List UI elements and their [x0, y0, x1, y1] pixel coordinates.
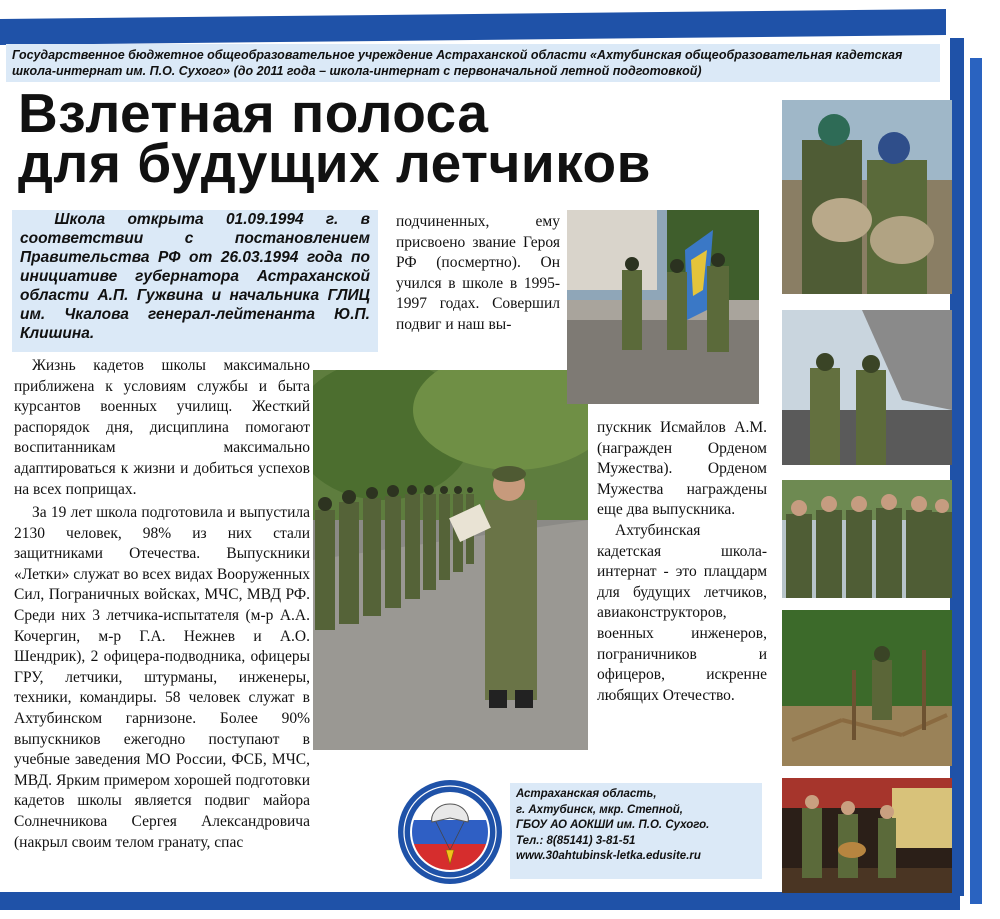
photo-salute-memorial	[782, 310, 952, 465]
contact-region: Астраханская область,	[516, 788, 657, 800]
photo-obstacle-course	[782, 610, 952, 766]
school-emblem-logo	[396, 778, 504, 886]
article-paragraph-5: Ахтубинская кадетская школа-интернат - это плацдарм для будущих летчиков, авиаконструкторов, военных инженеров, пограничников и офицеров, искренне любящих Отечество.	[597, 521, 767, 704]
article-title-line-2: для будущих летчиков	[18, 132, 651, 194]
article-paragraph-2: За 19 лет школа подготовила и выпустила 2130 человек, 98% из них стали защитниками Отечества. Выпускники «Летки» служат во всех видах Вооруженных Сил, Пограничных войсках, МЧС, МВД РФ. Среди них 3 летчика-испытателя (м-р А.А. Кочергин, м-р Г.А. Нежнев и А.О. Шендрик), 2 офицера-подводника, офицеры ГРУ, летчики, штурманы, инженеры, техники, командиры. 58 человек служат в Ахтубинском гарнизоне. Более 90% выпускников ежегодно поступают в учебные заведения МО России, ФСБ, МЧС, МВД. Ярким примером хорошей подготовки кадетов школы является подвиг майора Солнечникова Сергея Александровича (накрыл своим телом гранату, спас	[14, 504, 310, 851]
photo-stage-concert	[782, 778, 952, 893]
article-column-left	[14, 356, 310, 500]
article-title	[18, 82, 778, 194]
article-paragraph-1: Жизнь кадетов школы максимально приближена к условиям службы и быта курсантов военных училищ. Жесткий распорядок дня, дисциплина помогают воспитанникам максимально адаптироваться к жизни и добиться успехов на всех поприщах.	[14, 357, 310, 498]
contact-info-box	[510, 783, 762, 879]
photo-flag-parade	[567, 210, 759, 404]
article-column-right	[597, 418, 767, 706]
article-paragraph-3: подчиненных, ему присвоено звание Героя РФ (посмертно). Он учился в школе в 1995-1997 годах. Совершил подвиг и наш вы-	[396, 213, 560, 333]
contact-website-link[interactable]: www.30ahtubinsk-letka.edusite.ru	[516, 850, 701, 862]
article-column-middle	[396, 212, 560, 336]
decorative-blue-bar-top	[0, 9, 946, 45]
contact-school-name: ГБОУ АО АОКШИ им. П.О. Сухого.	[516, 819, 710, 831]
decorative-blue-bar-bottom	[0, 892, 960, 910]
contact-phone: Тел.: 8(85141) 3-81-51	[516, 834, 636, 847]
article-paragraph-4: пускник Исмайлов А.М. (награжден Орденом Мужества). Орденом Мужества награждены еще два выпускника.	[597, 419, 767, 519]
photo-pilots-helmets	[782, 100, 952, 294]
decorative-blue-bar-right-2	[970, 58, 982, 904]
photo-cadet-formation	[782, 480, 952, 598]
contact-city-address: г. Ахтубинск, мкр. Степной,	[516, 803, 683, 816]
decorative-blue-bar-right-1	[950, 38, 964, 896]
institution-header: Государственное бюджетное общеобразовательное учреждение Астраханской области «Ахтубинская общеобразовательная кадетская школа-интернат им. П.О. Сухого» (до 2011 года – школа-интернат с первоначальной летной подготовкой)	[6, 44, 940, 82]
photo-cadets-oath	[313, 370, 588, 750]
article-title-line-1: Взлетная полоса	[18, 82, 489, 144]
lead-text: Школа открыта 01.09.1994 г. в соответствии с постановлением Правительства РФ от 26.03.1994 года по инициативе губернатора Астраханской области А.П. Гужвина и начальника ГЛИЦ им. Чкалова генерал-лейтенанта Ю.П. Клишина.	[20, 211, 370, 342]
lead-paragraph	[12, 210, 378, 352]
